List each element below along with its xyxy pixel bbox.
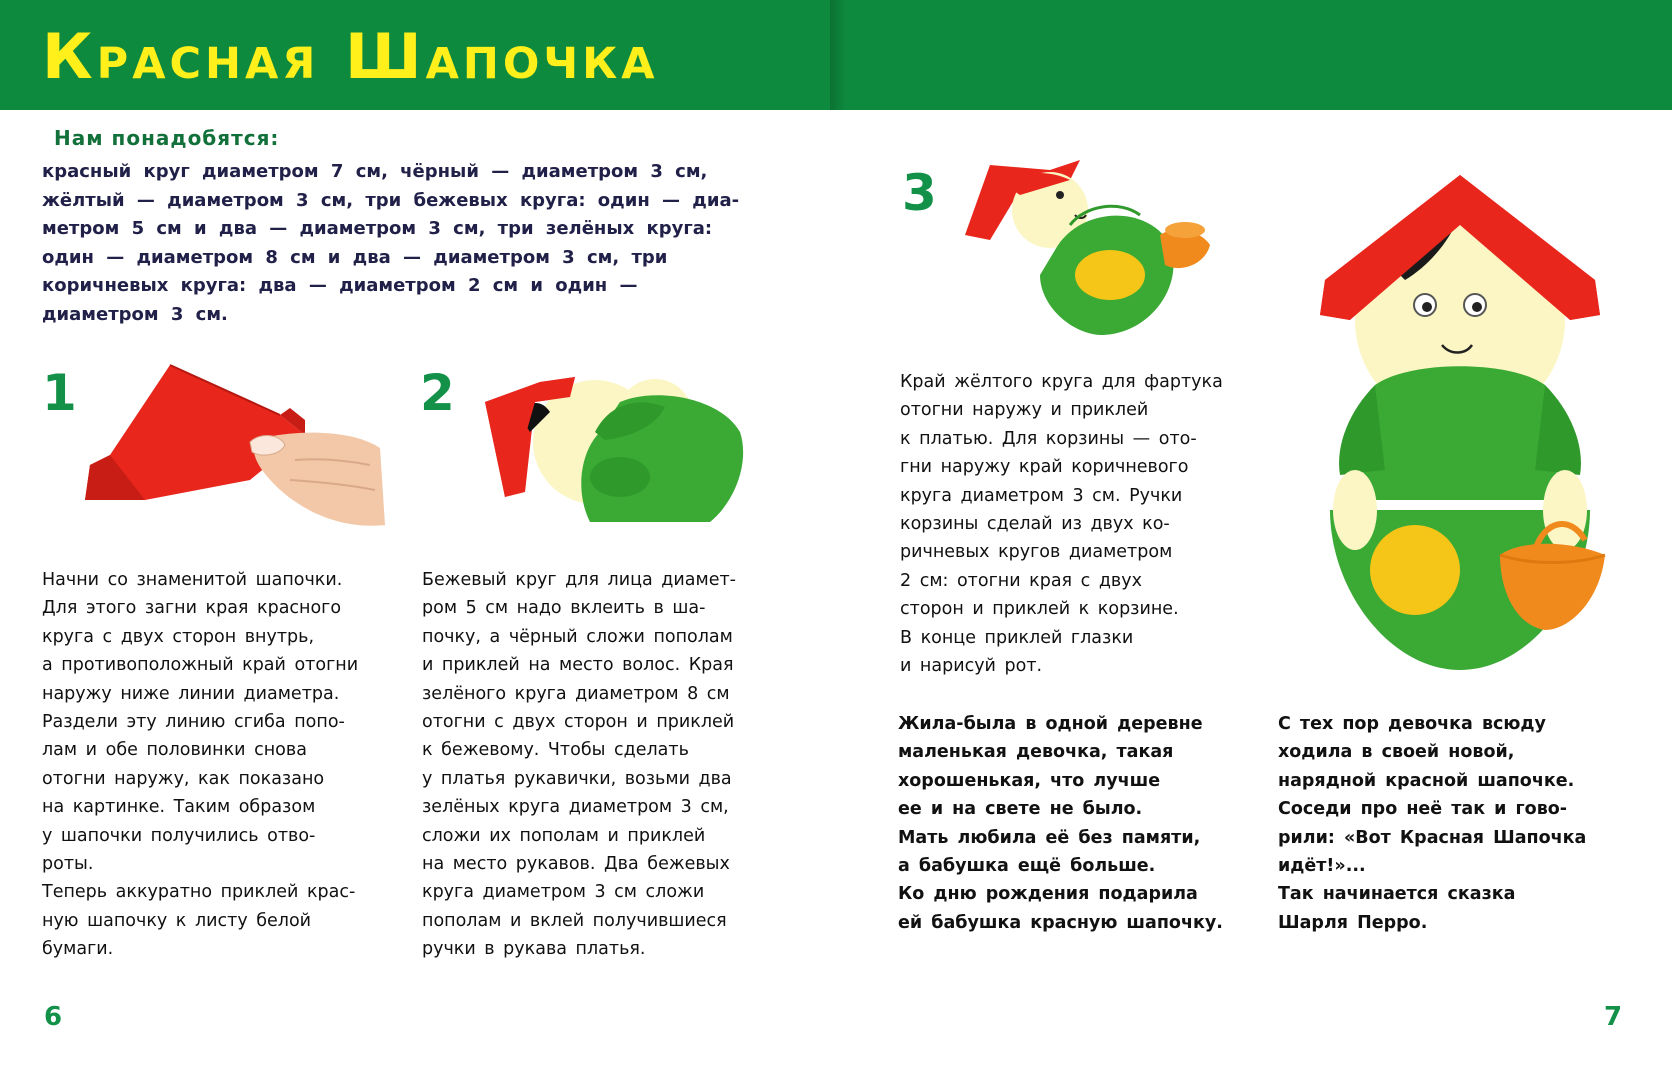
page-title: Красная Шапочка	[42, 20, 659, 93]
step-number-1: 1	[42, 364, 77, 422]
step2-text: Бежевый круг для лица диамет- ром 5 см надо вклеить в ша- почку, а чёрный сложи пополам и приклей на место волос. Края зелёного круга диаметром 8 см отогни с двух сторон и приклей к бежевому. Чтобы сделать у платья рукавички, возьми два зелёных круга диаметром 3 см, сложи их пополам и приклей на место рукавов. Два бежевых круга диаметром 3 см сложи пополам и вклей получившиеся ручки в рукава платья.	[422, 570, 736, 960]
step-number-2: 2	[420, 364, 455, 422]
step-number-3: 3	[902, 164, 937, 222]
step1-text: Начни со знаменитой шапочки. Для этого загни края красного круга с двух сторон внутрь, а противоположный край отогни наружу ниже линии диаметра. Раздели эту линию сгиба попо- лам и обе половинки снова отогни наружу, как показано на картинке. Таким образом у шапочки получились отво- роты. Теперь аккуратно приклей крас- ную шапочку к листу белой бумаги.	[42, 570, 359, 960]
final-red-riding-hood-figure	[1300, 170, 1620, 680]
book-spine-shadow	[830, 0, 846, 110]
story-left-text: Жила-была в одной деревне маленькая девочка, такая хорошенькая, что лучше ее и на свете не было. Мать любила её без памяти, а бабушка ещё больше. Ко дню рождения подарила ей бабушка красную шапочку.	[898, 714, 1223, 933]
materials-heading: Нам понадобятся:	[54, 126, 280, 150]
page-number-left: 6	[44, 1002, 63, 1032]
page-number-right: 7	[1604, 1002, 1623, 1032]
step3-text: Край жёлтого круга для фартука отогни наружу и приклей к платью. Для корзины — ото- гни наружу край коричневого круга диаметром 3 см. Ручки корзины сделай из двух ко- ричневых кругов диаметром 2 см: отогни края с двух сторон и приклей к корзине. В конце приклей глазки и нарисуй рот.	[900, 372, 1223, 677]
step2-hat-face-dress-illustration	[480, 372, 750, 532]
step1-hat-illustration	[80, 360, 390, 535]
materials-text: красный круг диаметром 7 см, чёрный — диаметром 3 см, жёлтый — диаметром 3 см, три бежевых круга: один — диа- метром 5 см и два — диаметром 3 см, три зелёных круга: один — диаметром 8 см и два — диаметром 3 см, три коричневых круга: два — диаметром 2 см и один — диаметром 3 см.	[42, 161, 740, 325]
story-right-text: С тех пор девочка всюду ходила в своей новой, нарядной красной шапочке. Соседи про неё так и гово- рили: «Вот Красная Шапочка идёт!»... Так начинается сказка Шарля Перро.	[1278, 714, 1587, 933]
step3-girl-basket-illustration	[960, 155, 1240, 345]
